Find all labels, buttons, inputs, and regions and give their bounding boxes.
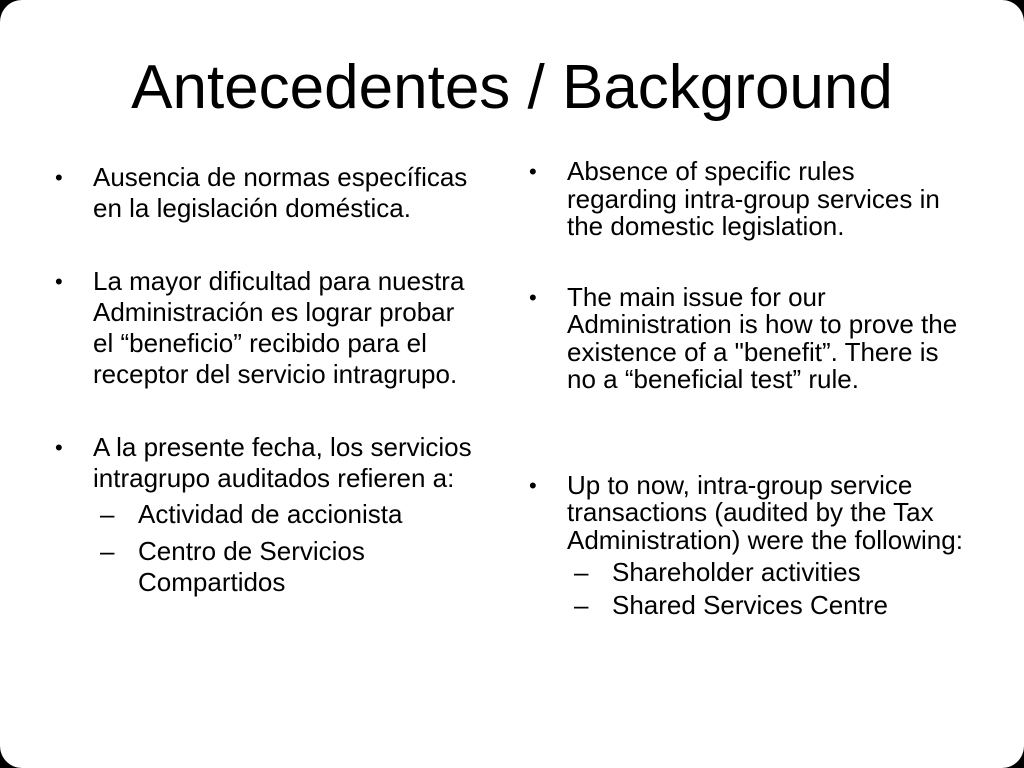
bullet-text: Up to now, intra-group service transactions (audited by the Tax Administration) were the following: (567, 469, 963, 555)
sub-item (567, 590, 969, 620)
bullet-text: Ausencia de normas específicas en la legislación doméstica. (93, 162, 468, 223)
bullet-item (55, 432, 475, 598)
sub-dash: – (574, 557, 589, 587)
spanish-bullet-list (55, 162, 475, 598)
sub-item-text: Shareholder activities (612, 557, 861, 587)
english-bullet-list (529, 158, 969, 620)
sub-list (93, 499, 475, 598)
sub-list (567, 557, 969, 620)
bullet-text: Absence of specific rules regarding intra-group services in the domestic legislation. (567, 156, 940, 241)
sub-item (93, 499, 475, 530)
bullet-dot: • (529, 472, 537, 498)
sub-item (93, 536, 475, 598)
bullet-dot: • (55, 165, 63, 190)
sub-dash: – (100, 499, 115, 529)
sub-dash: – (574, 590, 589, 620)
bullet-item (55, 266, 475, 390)
sub-item (567, 557, 969, 587)
sub-dash: – (100, 536, 115, 566)
slide-title: Antecedentes / Background (131, 53, 893, 122)
sub-item-text: Actividad de accionista (138, 499, 403, 529)
bullet-item (529, 469, 969, 621)
bullet-text: The main issue for our Administration is how to prove the existence of a "benefit”. There is no a “beneficial test” rule. (567, 281, 958, 394)
bullet-item (529, 281, 969, 394)
sub-item-text: Centro de Servicios Compartidos (138, 536, 365, 597)
bullet-item (529, 158, 969, 241)
bullet-dot: • (529, 284, 537, 310)
sub-item-text: Shared Services Centre (612, 590, 889, 620)
bullet-text: La mayor dificultad para nuestra Administración es lograr probar el “beneficio” recibido para el receptor del servicio intragrupo. (93, 266, 465, 389)
bullet-text: A la presente fecha, los servicios intragrupo auditados refieren a: (93, 432, 472, 493)
bullet-dot: • (55, 269, 63, 294)
bullet-dot: • (529, 159, 537, 184)
bullet-dot: • (55, 435, 63, 460)
bullet-item (55, 162, 475, 224)
